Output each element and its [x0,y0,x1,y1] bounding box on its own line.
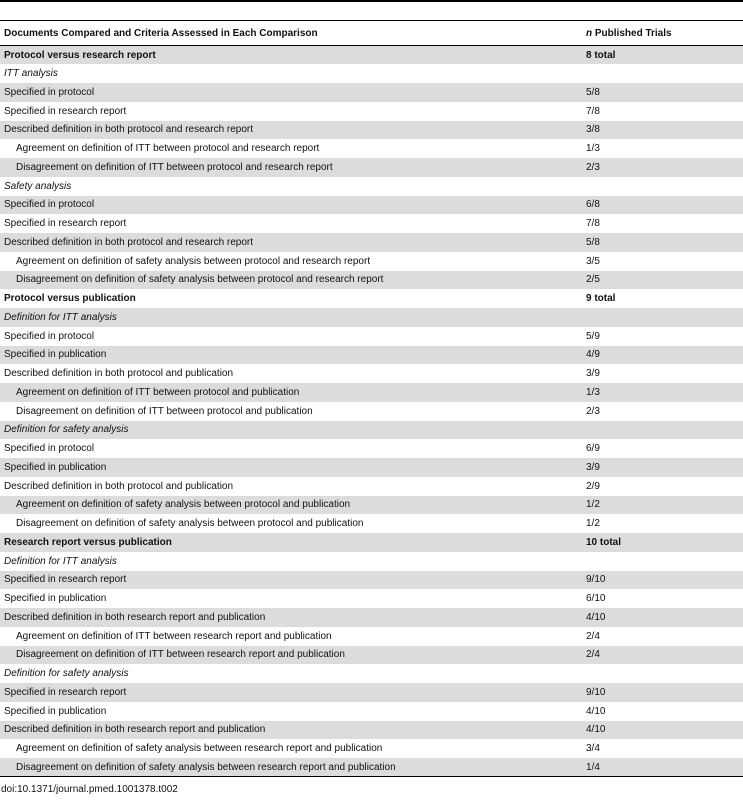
table-row [0,589,743,608]
row-value: 1/3 [586,143,600,155]
table-row [0,758,743,777]
row-value: 2/4 [586,630,600,642]
row-value: 6/9 [586,443,600,455]
row-value: 2/9 [586,480,600,492]
row-label: Specified in publication [0,346,586,365]
table-row [0,608,743,627]
table-row [0,664,743,683]
comparison-table [0,20,743,777]
table-row [0,196,743,215]
table-row [0,533,743,552]
row-value: 9/10 [586,683,743,702]
table-row [0,627,743,646]
table-row [0,121,743,140]
row-label: Described definition in both research report and publication [0,608,586,627]
row-label: Agreement on definition of ITT between research report and publication [16,630,332,642]
table-row [0,177,743,196]
row-label: Agreement on definition of safety analysis between research report and publication [16,743,383,755]
table-row [0,402,743,421]
table-row [0,552,743,571]
table-row [0,308,743,327]
row-label: Definition for safety analysis [4,668,129,680]
row-value: 1/2 [586,496,743,515]
row-label: Described definition in both protocol and publication [4,368,234,380]
row-value: 3/5 [586,255,600,267]
header-published-trials-label: Published Trials [592,27,672,39]
table-row [0,46,743,65]
doi-caption: doi:10.1371/journal.pmed.1001378.t002 [1,784,178,795]
row-value: 8 total [586,46,743,65]
row-label: Specified in research report [0,683,586,702]
row-value [586,421,743,440]
table-row [0,233,743,252]
table-body [0,46,743,777]
row-value: 3/4 [586,743,600,755]
row-label: Safety analysis [4,180,72,192]
top-rule [0,0,743,2]
row-label: Specified in research report [0,571,586,590]
row-value: 7/8 [586,105,600,117]
table-row [0,364,743,383]
row-label: Protocol versus publication [4,293,136,305]
row-label: Specified in research report [4,105,127,117]
row-label: Protocol versus research report [0,46,586,65]
row-value: 1/2 [586,518,600,530]
row-value: 9/10 [586,571,743,590]
row-label: Specified in publication [0,458,586,477]
table-row [0,383,743,402]
row-value: 4/10 [586,608,743,627]
table-row [0,683,743,702]
row-label: Disagreement on definition of safety analysis between protocol and publication [16,518,364,530]
row-label: Disagreement on definition of ITT between protocol and publication [16,405,313,417]
row-label: Definition for ITT analysis [0,308,586,327]
row-label: Described definition in both protocol and research report [0,233,586,252]
table-row [0,496,743,515]
table-row [0,421,743,440]
row-value: 3/9 [586,458,743,477]
row-value: 2/5 [586,271,743,290]
table-row [0,739,743,758]
row-label: Specified in publication [4,705,107,717]
row-label: Disagreement on definition of safety analysis between protocol and research report [0,271,586,290]
row-label: Described definition in both research report and publication [0,721,586,740]
row-value: 5/8 [586,83,743,102]
row-label: ITT analysis [4,68,58,80]
header-published-trials [586,21,743,46]
table-row [0,439,743,458]
row-label: Definition for safety analysis [0,421,586,440]
header-criteria: Documents Compared and Criteria Assessed in Each Comparison [4,27,318,39]
row-label: Definition for ITT analysis [4,555,117,567]
table-row [0,702,743,721]
table-row [0,139,743,158]
row-value: 5/9 [586,330,600,342]
table-row [0,83,743,102]
row-label: Described definition in both protocol and publication [4,480,234,492]
table-row [0,346,743,365]
table-row [0,646,743,665]
row-label: Disagreement on definition of safety analysis between research report and publication [0,758,586,777]
row-value: 3/8 [586,121,743,140]
row-value: 1/4 [586,758,743,777]
row-value [586,664,743,683]
table-row [0,327,743,346]
row-label: Described definition in both protocol and research report [0,121,586,140]
row-value: 10 total [586,533,743,552]
row-label: Agreement on definition of ITT between protocol and publication [0,383,586,402]
row-value: 2/3 [586,158,743,177]
row-value [586,552,743,571]
row-label: Research report versus publication [0,533,586,552]
table-row [0,477,743,496]
row-label: Specified in research report [4,218,127,230]
table-row [0,158,743,177]
row-value: 4/10 [586,705,606,717]
row-label: Specified in publication [4,593,107,605]
row-label: Specified in protocol [4,330,95,342]
table-row [0,458,743,477]
table-row [0,514,743,533]
row-value: 6/10 [586,593,606,605]
table-header-row [0,21,743,46]
header-n: n [586,27,593,39]
row-value: 4/9 [586,346,743,365]
row-value: 2/4 [586,646,743,665]
table-row [0,252,743,271]
row-value: 9 total [586,293,616,305]
table-row [0,289,743,308]
row-value [586,308,743,327]
table-row [0,271,743,290]
table-row [0,64,743,83]
row-value [586,177,743,196]
row-value: 3/9 [586,368,600,380]
row-value: 5/8 [586,233,743,252]
row-value: 2/3 [586,405,600,417]
table-row [0,102,743,121]
row-label: Disagreement on definition of ITT between protocol and research report [0,158,586,177]
row-value: 7/8 [586,218,600,230]
row-value: 4/10 [586,721,743,740]
table-row [0,721,743,740]
row-label: Specified in protocol [0,83,586,102]
row-label: Agreement on definition of safety analysis between protocol and publication [0,496,586,515]
table-row [0,214,743,233]
row-label: Specified in protocol [0,196,586,215]
row-label: Agreement on definition of safety analysis between protocol and research report [16,255,371,267]
row-value [586,64,743,83]
row-label: Agreement on definition of ITT between protocol and research report [16,143,320,155]
row-value: 1/3 [586,383,743,402]
row-value: 6/8 [586,196,743,215]
row-label: Specified in protocol [4,443,95,455]
table-row [0,571,743,590]
row-label: Disagreement on definition of ITT between research report and publication [0,646,586,665]
